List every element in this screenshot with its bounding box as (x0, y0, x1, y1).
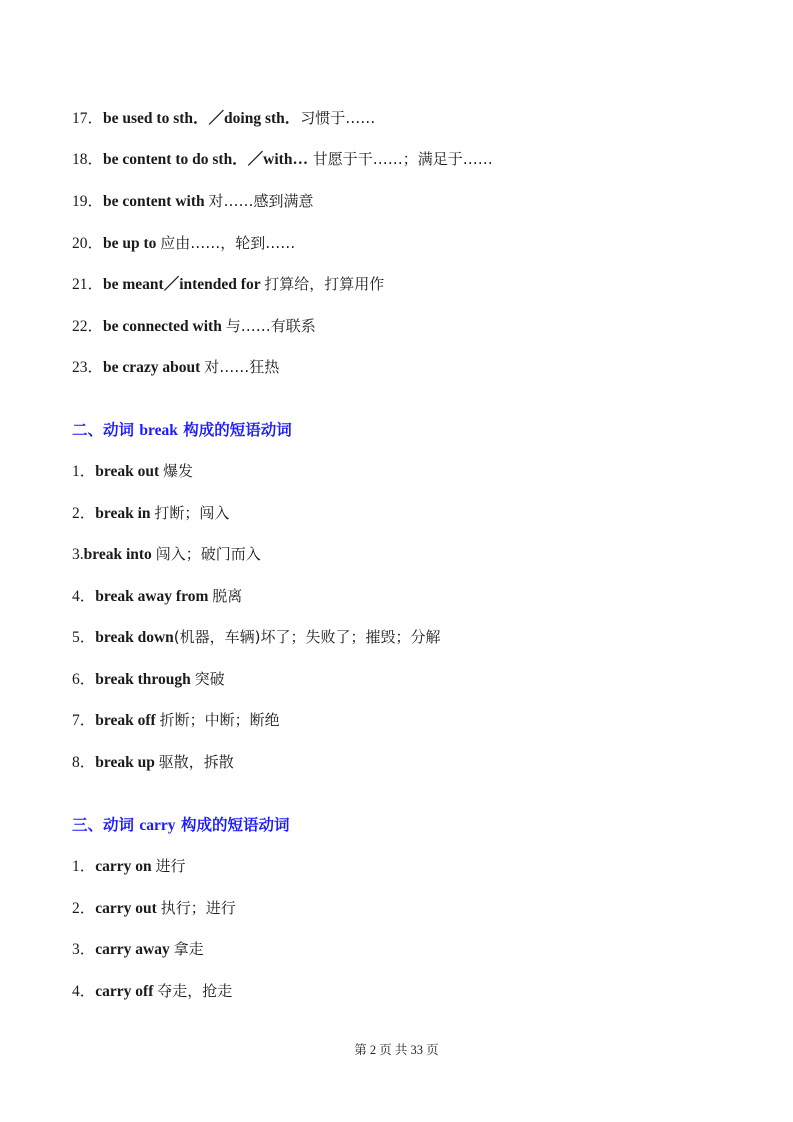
section-heading-carry (72, 813, 753, 837)
page-footer: 第 2 页 共 33 页 (354, 1043, 439, 1057)
item-number: 18． (72, 151, 104, 168)
heading-suffix: 构成的短语动词 (177, 421, 292, 439)
list-item (72, 625, 753, 649)
phrase-english: carry off (95, 983, 158, 1000)
phrase-english: break up (95, 754, 159, 771)
phrase-chinese: 对……感到满意 (208, 192, 314, 210)
item-number: 2． (72, 505, 96, 522)
item-number: 22． (72, 318, 104, 335)
phrase-chinese: 夺走，抢走 (157, 982, 233, 1000)
phrase-chinese: 甘愿于干……；满足于…… (307, 150, 493, 168)
list-item (72, 272, 753, 296)
list-item (72, 854, 753, 878)
list-item (72, 106, 753, 130)
heading-prefix: 二、动词 (72, 421, 140, 439)
heading-suffix: 构成的短语动词 (175, 816, 290, 834)
phrase-chinese: 对……狂热 (204, 358, 280, 376)
list-item (72, 231, 753, 255)
phrase-chinese: 应由……，轮到…… (160, 234, 296, 252)
phrase-english: be crazy about (103, 359, 205, 376)
list-item (72, 355, 753, 379)
phrase-english: break out (95, 463, 164, 480)
item-number: 3． (72, 941, 96, 958)
phrase-english: break into (83, 546, 156, 563)
list-item (72, 667, 753, 691)
item-number: 21． (72, 276, 104, 293)
list-item (72, 147, 753, 171)
phrase-english: be content with (103, 193, 209, 210)
item-number: 4． (72, 588, 96, 605)
phrase-chinese: 打断；闯入 (154, 504, 230, 522)
phrase-english: break away from (95, 588, 213, 605)
phrase-english: carry out (95, 900, 161, 917)
section-heading-break (72, 418, 753, 442)
list-item (72, 979, 753, 1003)
phrase-chinese: 进行 (155, 857, 186, 875)
list-item (72, 937, 753, 961)
phrase-chinese: 驱散，拆散 (158, 753, 234, 771)
list-item (72, 896, 753, 920)
list-item (72, 314, 753, 338)
phrase-chinese: 脱离 (212, 587, 243, 605)
heading-prefix: 三、动词 (72, 816, 140, 834)
phrase-chinese: 折断；中断；断绝 (159, 711, 280, 729)
item-number: 17． (72, 110, 104, 127)
phrase-chinese: (机器，车辆)坏了；失败了；摧毁；分解 (173, 628, 441, 646)
item-number: 1． (72, 858, 96, 875)
item-number: 1． (72, 463, 96, 480)
phrase-chinese: 突破 (194, 670, 225, 688)
phrase-chinese: 习惯于…… (300, 109, 376, 127)
phrase-english: carry on (95, 858, 156, 875)
list-item (72, 708, 753, 732)
phrase-english: be used to sth．／doing sth． (103, 110, 301, 127)
phrase-english: break in (95, 505, 155, 522)
item-number: 20． (72, 235, 104, 252)
item-number: 23． (72, 359, 104, 376)
phrase-english: break off (95, 712, 160, 729)
item-number: 5． (72, 629, 96, 646)
phrase-english: be meant／intended for (103, 276, 265, 293)
item-number: 7． (72, 712, 96, 729)
phrase-english: be up to (103, 235, 161, 252)
item-number: 19． (72, 193, 104, 210)
phrase-chinese: 爆发 (163, 462, 194, 480)
list-item (72, 459, 753, 483)
phrase-english: be content to do sth．／with… (103, 151, 308, 168)
phrase-chinese: 执行；进行 (160, 899, 236, 917)
phrase-english: be connected with (103, 318, 226, 335)
phrase-english: break through (95, 671, 195, 688)
phrase-chinese: 打算给，打算用作 (264, 275, 385, 293)
heading-verb: carry (139, 817, 176, 834)
list-item (72, 750, 753, 774)
phrase-chinese: 闯入；破门而入 (155, 545, 261, 563)
phrase-english: break down (95, 629, 174, 646)
item-number: 2． (72, 900, 96, 917)
item-number: 3. (72, 546, 84, 563)
list-item (72, 542, 753, 566)
phrase-chinese: 拿走 (173, 940, 204, 958)
heading-verb: break (139, 422, 178, 439)
item-number: 8． (72, 754, 96, 771)
item-number: 6． (72, 671, 96, 688)
phrase-chinese: 与……有联系 (225, 317, 316, 335)
item-number: 4． (72, 983, 96, 1000)
list-item (72, 584, 753, 608)
phrase-english: carry away (95, 941, 174, 958)
list-item (72, 189, 753, 213)
list-item (72, 501, 753, 525)
